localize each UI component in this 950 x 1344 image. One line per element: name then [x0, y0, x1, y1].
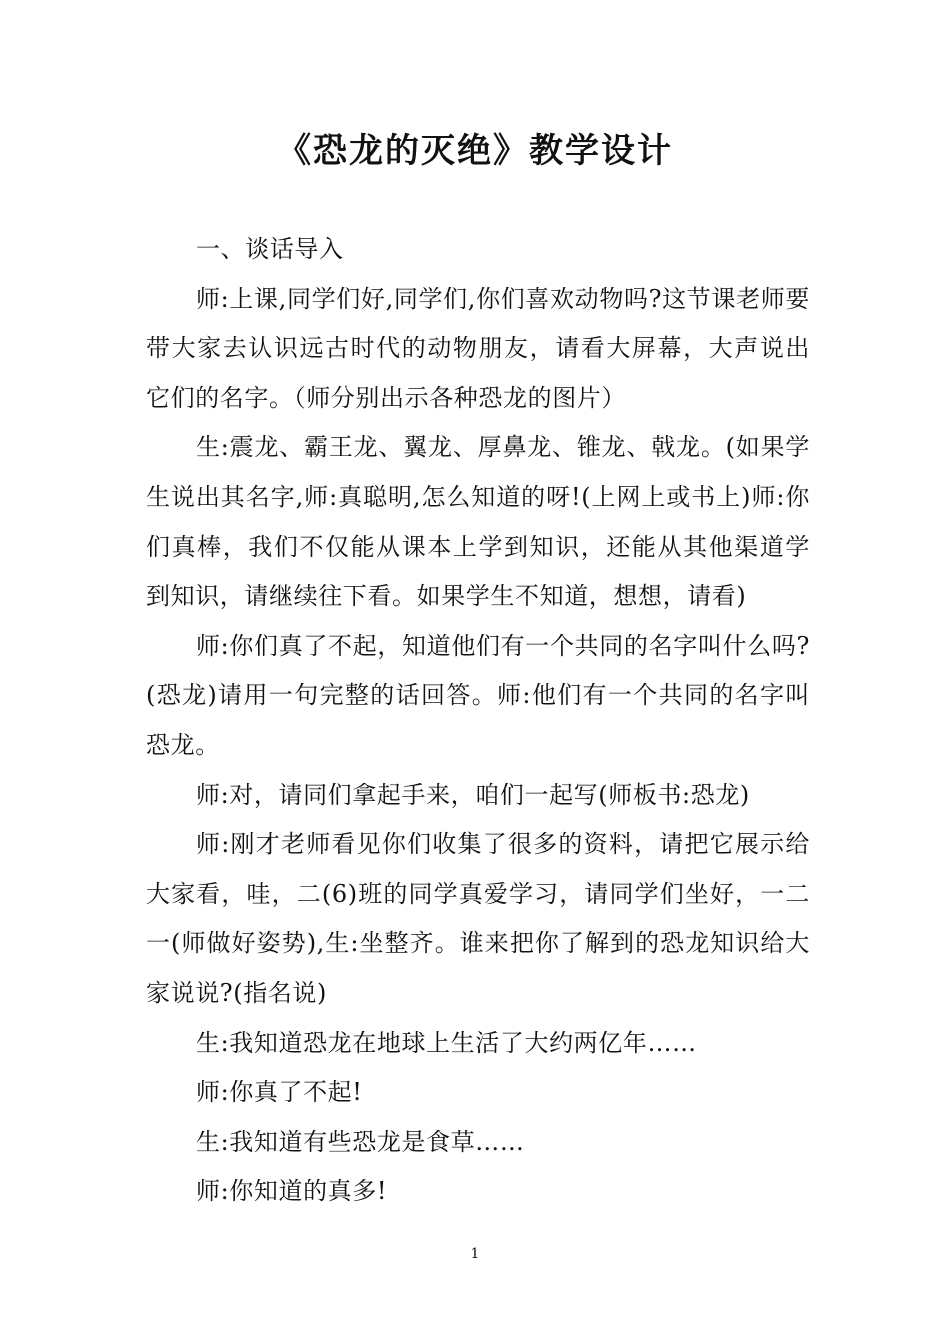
paragraph: 师:你们真了不起，知道他们有一个共同的名字叫什么吗?(恐龙)请用一句完整的话回答。师:他们有一个共同的名字叫恐龙。 [146, 631, 810, 759]
paragraph: 师:你知道的真多! [196, 1177, 388, 1206]
paragraph: 生:我知道恐龙在地球上生活了大约两亿年…… [196, 1028, 697, 1057]
paragraph: 师:你真了不起! [196, 1078, 363, 1107]
paragraph: 生:震龙、霸王龙、翼龙、厚鼻龙、锥龙、戟龙。(如果学生说出其名字,师:真聪明,怎么知道的呀!(上网上或书上)师:你们真棒，我们不仅能从课本上学到知识，还能从其他渠道学到知识，请继续往下看。如果学生不知道，想想，请看) [146, 433, 810, 611]
document-title: 《恐龙的灭绝》教学设计 [277, 131, 673, 171]
paragraph: 师:上课,同学们好,同学们,你们喜欢动物吗?这节课老师要带大家去认识远古时代的动物朋友，请看大屏幕，大声说出它们的名字。（师分别出示各种恐龙的图片） [146, 284, 810, 412]
document-body [146, 225, 810, 1217]
paragraph: 师:对，请同们拿起手来，咱们一起写(师板书:恐龙) [196, 780, 750, 809]
section-heading: 一、谈话导入 [196, 235, 344, 263]
page-number: 1 [470, 1246, 480, 1262]
paragraph: 师:刚才老师看见你们收集了很多的资料，请把它展示给大家看，哇，二(6)班的同学真爱学习，请同学们坐好，一二一(师做好姿势),生:坐整齐。谁来把你了解到的恐龙知识给大家说说?(指名说) [146, 830, 810, 1007]
paragraph: 生:我知道有些恐龙是食草…… [196, 1127, 525, 1156]
